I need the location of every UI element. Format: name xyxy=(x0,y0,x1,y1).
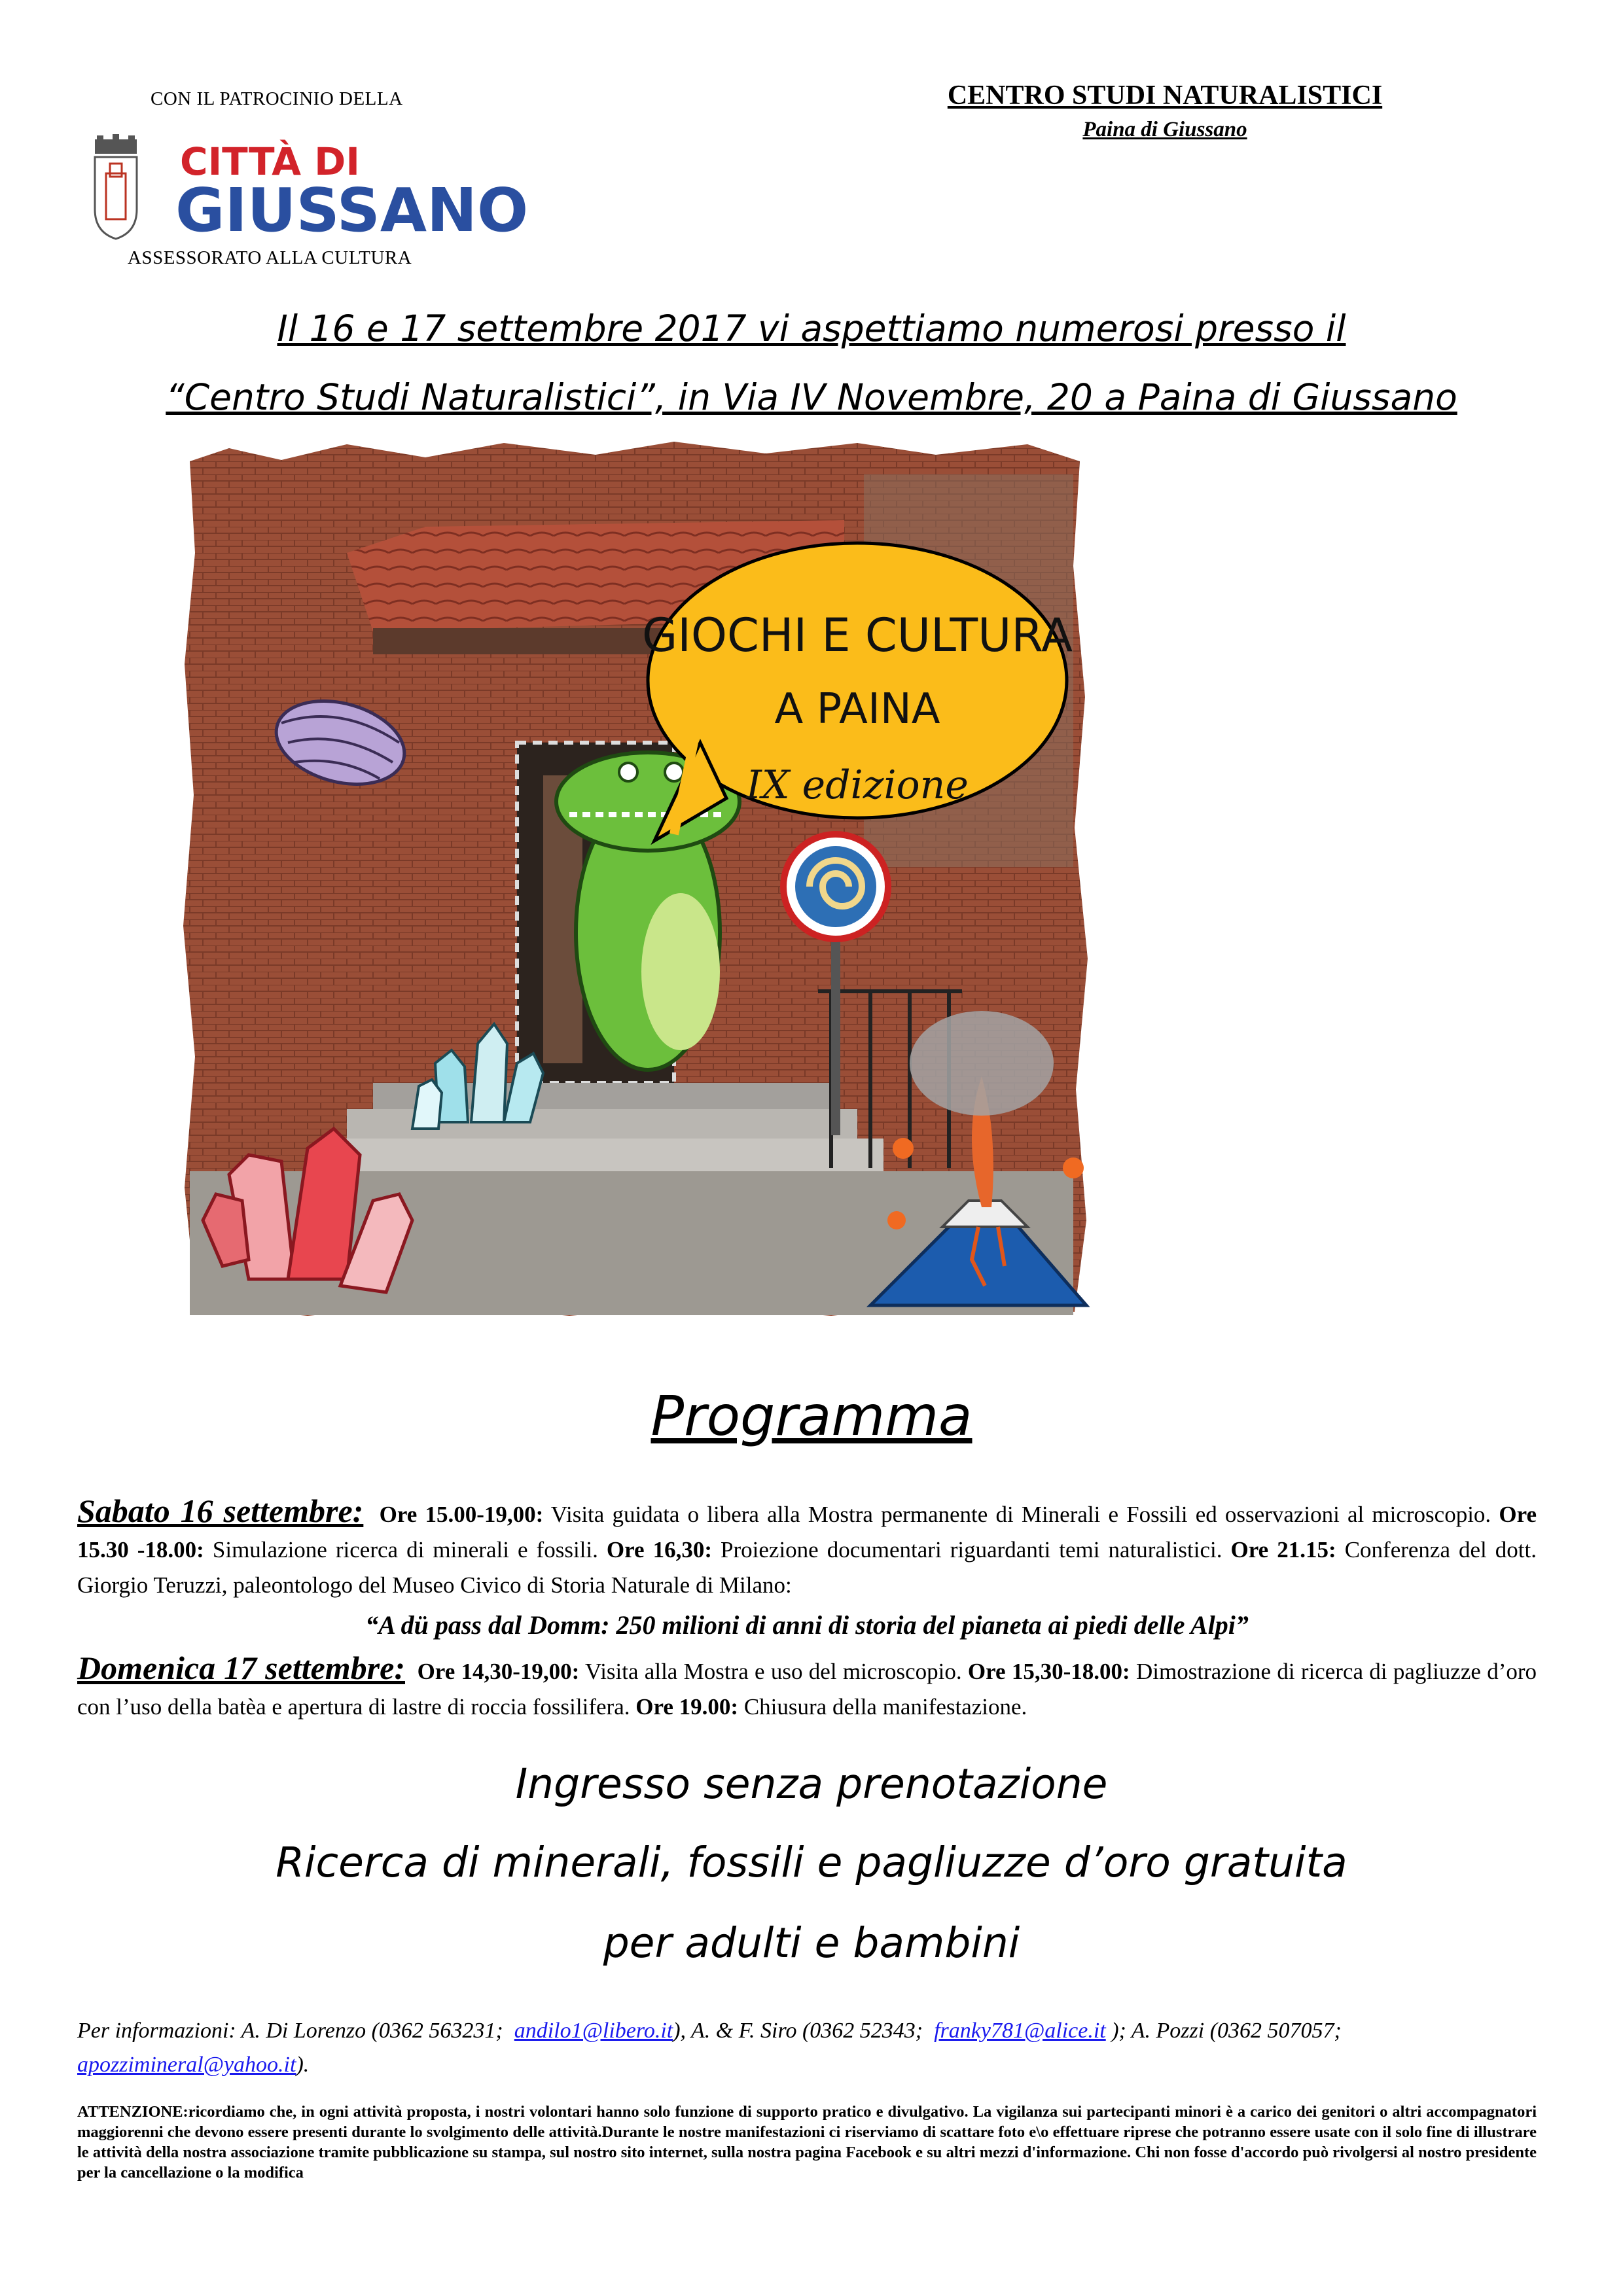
contact-info xyxy=(77,2014,1537,2082)
sat-time-1: Ore 15.00-19,00: xyxy=(379,1502,544,1527)
coat-of-arms-icon xyxy=(92,134,529,245)
assessorato-text: ASSESSORATO ALLA CULTURA xyxy=(128,247,412,268)
saturday-day: Sabato 16 settembre: xyxy=(77,1492,364,1529)
sat-time-2: Ore 15.30 -18.00: xyxy=(77,1502,1537,1563)
svg-text:CITTÀ DI: CITTÀ DI xyxy=(180,139,360,184)
contact-prefix: Per informazioni: A. Di Lorenzo (0362 563231; xyxy=(77,2019,503,2043)
bubble-title: GIOCHI E CULTURA xyxy=(641,609,1073,662)
email-link-dilorenzo[interactable]: andilo1@libero.it xyxy=(514,2019,673,2043)
sun-desc-3: Chiusura della manifestazione. xyxy=(743,1694,1027,1720)
sun-time-1: Ore 14,30-19,00: xyxy=(417,1659,580,1684)
sat-desc-3: Proiezione documentari riguardanti temi naturalistici. xyxy=(721,1537,1222,1563)
sat-time-3: Ore 16,30: xyxy=(606,1537,713,1563)
city-logo xyxy=(92,134,529,245)
intro-line-2: “Centro Studi Naturalistici”, in Via IV Novembre, 20 a Paina di Giussano xyxy=(166,376,1457,418)
sat-desc-2: Simulazione ricerca di minerali e fossili. xyxy=(212,1537,598,1563)
sunday-program xyxy=(77,1650,1537,1725)
sunday-day: Domenica 17 settembre: xyxy=(77,1650,405,1686)
org-name: CENTRO STUDI NATURALISTICI xyxy=(947,80,1383,111)
sun-time-2: Ore 15,30-18.00: xyxy=(967,1659,1130,1684)
contact-mid-2: ); A. Pozzi (0362 507057; xyxy=(1111,2019,1342,2043)
svg-text:GIUSSANO: GIUSSANO xyxy=(175,175,529,245)
program-title: Programma xyxy=(651,1384,972,1448)
sat-time-4: Ore 21.15: xyxy=(1230,1537,1336,1563)
org-place: Paina di Giussano xyxy=(1082,118,1247,141)
contact-mid-1: ), A. & F. Siro (0362 52343; xyxy=(673,2019,923,2043)
entry-line-3: per adulti e bambini xyxy=(603,1919,1020,1967)
sun-time-3: Ore 19.00: xyxy=(635,1694,739,1720)
sat-desc-4: Conferenza del dott. Giorgio Teruzzi, paleontologo del Museo Civico di Storia Naturale di Milano: xyxy=(77,1537,1537,1598)
sun-desc-1: Visita alla Mostra e uso del microscopio. xyxy=(585,1659,962,1684)
entry-line-2: Ricerca di minerali, fossili e pagliuzze d’oro gratuita xyxy=(276,1839,1347,1886)
saturday-program xyxy=(77,1493,1537,1603)
sun-desc-2: Dimostrazione di ricerca di pagliuzze d’oro con l’uso della batèa e apertura di lastre di roccia fossilifera. xyxy=(77,1659,1537,1720)
conference-title: “A dü pass dal Domm: 250 milioni di anni di storia del pianeta ai piedi delle Alpi” xyxy=(365,1610,1249,1640)
contact-suffix: ). xyxy=(296,2053,310,2077)
sat-desc-1: Visita guidata o libera alla Mostra permanente di Minerali e Fossili ed osservazioni al microscopio. xyxy=(550,1502,1491,1527)
intro-line-1: Il 16 e 17 settembre 2017 vi aspettiamo numerosi presso il xyxy=(277,308,1346,349)
bubble-edition: IX edizione xyxy=(746,762,969,808)
email-link-pozzi[interactable]: apozzimineral@yahoo.it xyxy=(77,2053,296,2077)
poster-illustration xyxy=(177,435,1093,1325)
warning-notice: ATTENZIONE:ricordiamo che, in ogni attività proposta, i nostri volontari hanno solo funzione di supporto pratico e divulgativo. La vigilanza sui partecipanti minori è a carico dei genitori o altri accompagnatori maggiorenni che devono essere presenti durante lo svolgimento delle attività.Durante le nostre manifestazioni ci riserviamo di scattare foto e\o effettuare riprese che potranno essere usate con il solo fine di illustrare le attività della nostra associazione tramite pubblicazione su stampa, sul nostro sito internet, sulla nostra pagina Facebook e su altri mezzi d'informazione. Chi non fosse d'accordo può rivolgersi al nostro presidente per la cancellazione o la modifica xyxy=(77,2103,1537,2181)
patronage-text: CON IL PATROCINIO DELLA xyxy=(151,88,403,109)
email-link-siro[interactable]: franky781@alice.it xyxy=(934,2019,1106,2043)
bubble-subtitle: A PAINA xyxy=(774,685,940,733)
entry-line-1: Ingresso senza prenotazione xyxy=(515,1760,1108,1808)
